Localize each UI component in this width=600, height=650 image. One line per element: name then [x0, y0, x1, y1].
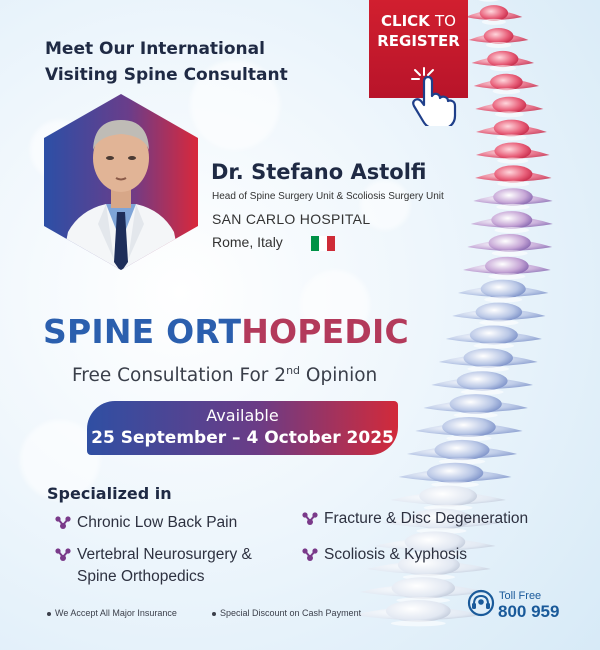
- cta-to-label: TO: [435, 12, 456, 30]
- specialty-item: [324, 508, 528, 530]
- specialized-title: Specialized in: [47, 484, 172, 503]
- specialty-text-continued: Spine Orthopedics: [77, 568, 205, 585]
- flag-stripe-white: [319, 236, 327, 251]
- availability-dates: 25 September – 4 October 2025: [91, 428, 394, 448]
- insurance-note-text: We Accept All Major Insurance: [55, 608, 177, 618]
- vertebra: [467, 234, 552, 256]
- vertebra: [446, 325, 542, 348]
- specialty-text: Fracture & Disc Degeneration: [324, 510, 529, 527]
- bullet-dot: [47, 612, 51, 616]
- vertebra: [475, 97, 543, 118]
- molecule-bullet-icon: [302, 548, 318, 562]
- specialty-item: [77, 544, 252, 588]
- molecule-bullet-icon: [55, 516, 71, 530]
- intro-heading: [45, 36, 345, 88]
- discount-note-text: Special Discount on Cash Payment: [220, 608, 362, 618]
- vertebra: [415, 417, 522, 441]
- subhead-ordinal: nd: [286, 364, 301, 377]
- vertebra: [462, 0, 516, 2]
- vertebra: [472, 51, 534, 71]
- vertebra: [452, 303, 545, 326]
- cta-register-label: REGISTER: [377, 32, 460, 50]
- vertebra: [463, 257, 551, 280]
- heading-part-red: HOPEDIC: [241, 312, 409, 351]
- toll-free-label: Toll Free: [499, 590, 542, 602]
- availability-banner: [87, 401, 398, 455]
- molecule-bullet-icon: [302, 512, 318, 526]
- headset-icon: [467, 589, 495, 619]
- vertebra: [390, 486, 506, 511]
- doctor-name: Dr. Stefano Astolfi: [211, 160, 427, 184]
- vertebra: [476, 120, 547, 141]
- vertebra: [353, 600, 483, 626]
- specialty-item: [77, 512, 237, 534]
- specialty-text: Vertebral Neurosurgery &: [77, 546, 252, 563]
- heading-part-blue: SPINE ORT: [43, 312, 242, 351]
- vertebra: [407, 440, 517, 465]
- vertebra: [423, 394, 527, 418]
- doctor-role: Head of Spine Surgery Unit & Scoliosis Surgery Unit: [212, 191, 444, 202]
- vertebra: [476, 142, 550, 163]
- intro-line-2: Visiting Spine Consultant: [45, 65, 288, 85]
- vertebra: [469, 28, 529, 48]
- doctor-portrait: [40, 92, 202, 272]
- vertebra: [465, 5, 522, 25]
- flag-stripe-red: [327, 236, 335, 251]
- vertebra: [399, 463, 512, 488]
- specialty-text: Scoliosis & Kyphosis: [324, 546, 468, 563]
- vertebra: [475, 165, 551, 186]
- bullet-dot: [212, 612, 216, 616]
- vertebra: [439, 348, 538, 372]
- availability-label: Available: [206, 406, 279, 425]
- discount-note: [212, 608, 361, 618]
- vertebra: [471, 211, 553, 233]
- flag-stripe-green: [311, 236, 319, 251]
- insurance-note: [47, 608, 177, 618]
- molecule-bullet-icon: [55, 548, 71, 562]
- consultation-subheading: [72, 364, 377, 386]
- vertebra: [458, 280, 548, 303]
- subhead-text-end: Opinion: [300, 365, 378, 387]
- cta-click-label: CLICK: [381, 12, 430, 30]
- vertebra: [474, 74, 539, 94]
- spine-orthopedic-heading: [43, 312, 409, 351]
- intro-line-1: Meet Our International: [45, 39, 265, 59]
- subhead-text: Free Consultation For 2: [72, 365, 287, 387]
- vertebra: [473, 188, 552, 210]
- italy-flag-icon: [311, 236, 335, 251]
- toll-free-number[interactable]: 800 959: [498, 602, 560, 621]
- click-hand-icon: [410, 64, 462, 126]
- hospital-city: Rome, Italy: [212, 234, 283, 250]
- vertebra: [431, 371, 533, 395]
- specialty-text: Chronic Low Back Pain: [77, 514, 238, 531]
- specialty-item: [324, 544, 467, 566]
- hospital-name: SAN CARLO HOSPITAL: [212, 211, 371, 227]
